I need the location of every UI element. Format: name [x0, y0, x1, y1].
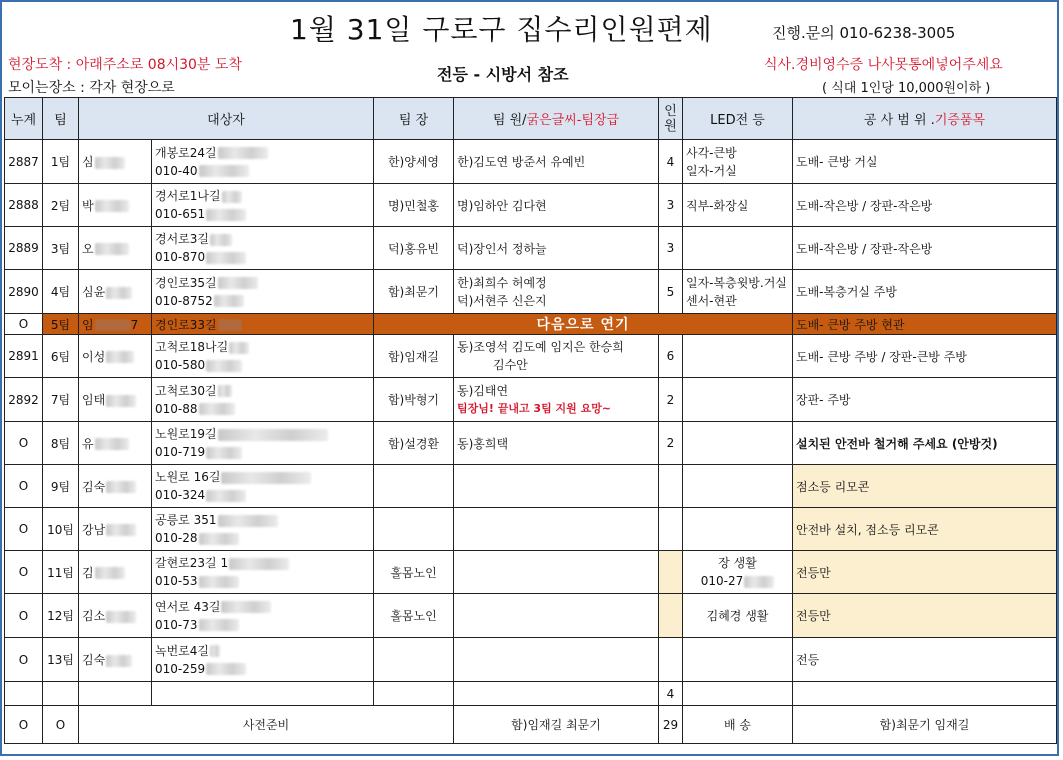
- led-cell: [683, 270, 793, 314]
- total-count-cell: 4: [659, 682, 683, 706]
- team-cell: 11팀: [43, 551, 79, 594]
- leader-cell: 덕)홍유빈: [374, 227, 454, 270]
- scope-cell: 장판- 주방: [793, 378, 1057, 422]
- led-cell: [683, 227, 793, 270]
- target-address: 고척로30길: [155, 383, 217, 398]
- target-address-cell: [152, 638, 374, 682]
- target-name: 김소: [82, 609, 106, 623]
- leader-cell: 함)최문기: [374, 270, 454, 314]
- led-cell: [683, 378, 793, 422]
- table-row: [5, 335, 1057, 378]
- cumulative-cell: O: [5, 465, 43, 508]
- scope-cell: 도배-작은방 / 장판-작은방: [793, 184, 1057, 227]
- leader-cell: [374, 638, 454, 682]
- meal-notice: 식사.경비영수증 나사못통에넣어주세요: [764, 57, 1003, 73]
- target-address: 연서로 43길: [155, 599, 221, 614]
- target-address-cell: [152, 508, 374, 551]
- target-phone: 010-719: [155, 445, 206, 459]
- target-name-cell: [79, 508, 152, 551]
- prep-members: 함)임재길 최문기: [454, 706, 659, 744]
- target-phone: 010-324: [155, 488, 206, 502]
- target-phone: 010-53: [155, 574, 198, 588]
- count-cell: 2: [659, 422, 683, 465]
- target-address: 개봉로24길: [155, 145, 217, 160]
- count-cell: [659, 465, 683, 508]
- cumulative-cell: 2889: [5, 227, 43, 270]
- target-address-cell: [152, 422, 374, 465]
- count-cell: [659, 551, 683, 594]
- target-address: 노원로19길: [155, 427, 217, 441]
- scope-cell: 도배-복층거실 주방: [793, 270, 1057, 314]
- redacted-mask: [210, 234, 232, 246]
- target-address-cell: [152, 594, 374, 638]
- cumulative-cell: O: [5, 314, 43, 335]
- target-address-cell: [152, 335, 374, 378]
- members-cell: [454, 465, 659, 508]
- led-cell: [683, 140, 793, 184]
- scope-cell: 도배- 큰방 주방 / 장판-큰방 주방: [793, 335, 1057, 378]
- target-name: 강남: [82, 522, 106, 537]
- redacted-mask: [95, 567, 125, 579]
- target-address-cell: [152, 378, 374, 422]
- led-cell: [683, 422, 793, 465]
- leader-cell: 함)임재길: [374, 335, 454, 378]
- leader-cell: [374, 465, 454, 508]
- table-row: [5, 551, 1057, 594]
- total-row: [5, 682, 1057, 706]
- target-address-cell: [152, 314, 374, 335]
- col-members-note: 굵은글씨-팀장급: [526, 113, 620, 128]
- col-scope-label: 공 사 범 위 .: [863, 113, 935, 128]
- target-address-cell: [152, 270, 374, 314]
- target-name-tail: 7: [130, 317, 139, 332]
- col-team: 팀: [43, 98, 79, 140]
- target-address-cell: [152, 140, 374, 184]
- count-cell: 4: [659, 140, 683, 184]
- redacted-mask: [106, 351, 134, 363]
- target-name-cell: [79, 594, 152, 638]
- redacted-mask: [218, 385, 232, 397]
- target-address-cell: [152, 227, 374, 270]
- led-line: 사각-큰방: [686, 145, 737, 160]
- target-address: 고척로18나길: [155, 340, 229, 354]
- cumulative-cell: O: [5, 422, 43, 465]
- team-cell: 12팀: [43, 594, 79, 638]
- target-name: 박: [82, 198, 94, 213]
- col-target: 대상자: [79, 98, 374, 140]
- team-cell: 13팀: [43, 638, 79, 682]
- leader-cell: [374, 508, 454, 551]
- count-cell: 5: [659, 270, 683, 314]
- redacted-mask: [206, 360, 242, 372]
- leader-cell: 한)양세영: [374, 140, 454, 184]
- target-address: 노원로 16길: [155, 470, 221, 484]
- table-row: [5, 270, 1057, 314]
- target-phone: 010-28: [155, 531, 198, 545]
- led-line: 일자-복층윗방.거실: [686, 275, 787, 290]
- team-cell: 1팀: [43, 140, 79, 184]
- redacted-mask: [199, 619, 239, 631]
- target-address: 갈현로23길 1: [155, 556, 229, 570]
- led-cell: 김혜경 생활: [683, 594, 793, 638]
- empty-cell: [683, 682, 793, 706]
- led-cell: [683, 508, 793, 551]
- target-name-cell: [79, 227, 152, 270]
- empty-cell: [374, 682, 454, 706]
- target-name-cell: [79, 551, 152, 594]
- target-phone: 010-580: [155, 358, 206, 372]
- team-cell: 10팀: [43, 508, 79, 551]
- empty-cell: [793, 682, 1057, 706]
- members-cell: 덕)장인서 정하늘: [454, 227, 659, 270]
- assignment-table: [4, 97, 1057, 744]
- delivery-label: 배 송: [683, 706, 793, 744]
- target-phone: 010-8752: [155, 293, 213, 308]
- leader-cell: 홀몸노인: [374, 594, 454, 638]
- redacted-mask: [199, 576, 239, 588]
- redacted-mask: [106, 524, 136, 536]
- table-row: [5, 638, 1057, 682]
- prep-label: 사전준비: [79, 706, 454, 744]
- led-line: 장 생활: [718, 556, 757, 570]
- page-subtitle: 전등 - 시방서 참조: [437, 65, 569, 84]
- led-line: 일자-거실: [686, 163, 737, 178]
- scope-cell: 전등: [793, 638, 1057, 682]
- leader-cell: 홀몸노인: [374, 551, 454, 594]
- count-cell: 3: [659, 184, 683, 227]
- target-name-cell: [79, 378, 152, 422]
- empty-cell: [79, 682, 152, 706]
- target-name-cell: [79, 270, 152, 314]
- target-name-cell: [79, 335, 152, 378]
- team-cell: 3팀: [43, 227, 79, 270]
- table-row: [5, 227, 1057, 270]
- led-line: 010-27: [700, 574, 744, 588]
- led-cell: [683, 465, 793, 508]
- members-cell: [454, 508, 659, 551]
- redacted-mask: [95, 157, 125, 169]
- redacted-mask: [199, 533, 239, 545]
- redacted-mask: [106, 287, 132, 299]
- target-address: 공릉로 351: [155, 513, 217, 527]
- page-title: 1월 31일 구로구 집수리인원편제: [290, 13, 713, 46]
- target-name: 이성: [82, 349, 106, 364]
- col-cumulative: 누계: [5, 98, 43, 140]
- target-name: 심윤: [82, 285, 106, 299]
- scope-cell: 안전바 설치, 점소등 리모콘: [793, 508, 1057, 551]
- count-cell: [659, 508, 683, 551]
- led-line: 센서-현관: [686, 293, 737, 308]
- target-address: 녹번로4길: [155, 643, 210, 658]
- target-name: 김: [82, 565, 94, 580]
- cumulative-cell: 2891: [5, 335, 43, 378]
- members-line: 덕)서현주 신은지: [457, 293, 547, 308]
- scope-cell: 전등만: [793, 551, 1057, 594]
- target-address: 경인로35길: [155, 275, 217, 290]
- target-name-cell: [79, 140, 152, 184]
- target-address: 경인로33길: [155, 317, 217, 332]
- redacted-mask: [206, 663, 246, 675]
- col-led: LED전 등: [683, 98, 793, 140]
- contact-info: 진행.문의 010-6238-3005: [772, 24, 956, 42]
- led-cell: [683, 638, 793, 682]
- postponed-label: 다음으로 연기: [374, 314, 793, 335]
- redacted-mask: [106, 481, 136, 493]
- team-cell: 9팀: [43, 465, 79, 508]
- redacted-mask: [95, 243, 129, 255]
- table-row: [5, 465, 1057, 508]
- target-name-cell: [79, 184, 152, 227]
- target-phone: 010-870: [155, 250, 206, 264]
- redacted-mask: [744, 576, 774, 588]
- team-cell: 8팀: [43, 422, 79, 465]
- meal-limit-note: ( 식대 1인당 10,000원이하 ): [822, 81, 991, 96]
- header-row: [5, 98, 1057, 140]
- table-row: [5, 140, 1057, 184]
- led-cell: [683, 335, 793, 378]
- empty-cell: [43, 682, 79, 706]
- target-name: 임: [82, 317, 94, 332]
- leader-cell: 함)설경환: [374, 422, 454, 465]
- table-row: [5, 422, 1057, 465]
- target-phone: 010-73: [155, 617, 198, 632]
- redacted-mask: [95, 319, 131, 331]
- redacted-mask: [95, 200, 129, 212]
- team-cell: 5팀: [43, 314, 79, 335]
- cumulative-cell: O: [5, 551, 43, 594]
- table-row: [5, 508, 1057, 551]
- col-members-label: 팀 원/: [492, 113, 527, 128]
- cumulative-cell: 2887: [5, 140, 43, 184]
- scope-cell: 설치된 안전바 철거해 주세요 (안방것): [793, 422, 1057, 465]
- target-address: 경서로1나길: [155, 189, 221, 203]
- gathering-place: 모이는장소 : 각자 현장으로: [8, 80, 175, 96]
- target-name-cell: [79, 465, 152, 508]
- target-name-cell: [79, 422, 152, 465]
- scope-cell: 도배- 큰방 주방 현관: [793, 314, 1057, 335]
- scope-cell: 도배-작은방 / 장판-작은방: [793, 227, 1057, 270]
- redacted-mask: [206, 447, 242, 459]
- redacted-mask: [218, 515, 278, 527]
- count-cell: [659, 594, 683, 638]
- col-members: [454, 98, 659, 140]
- members-cell: 한)김도연 방준서 유예빈: [454, 140, 659, 184]
- members-line: 한)최희수 허예정: [457, 275, 547, 290]
- members-cell: 동)홍희택: [454, 422, 659, 465]
- target-address-cell: [152, 184, 374, 227]
- members-cell: [454, 378, 659, 422]
- members-cell: [454, 638, 659, 682]
- members-line: 김수안: [493, 358, 528, 372]
- target-name: 김숙: [82, 653, 106, 667]
- redacted-mask: [221, 601, 271, 613]
- scope-cell: 점소등 리모콘: [793, 465, 1057, 508]
- led-cell: [683, 551, 793, 594]
- empty-cell: [5, 682, 43, 706]
- redacted-mask: [218, 277, 258, 289]
- redacted-mask: [206, 490, 246, 502]
- target-name-cell: [79, 638, 152, 682]
- leader-cell: 명)민철홍: [374, 184, 454, 227]
- count-cell: 6: [659, 335, 683, 378]
- team-cell: 2팀: [43, 184, 79, 227]
- redacted-mask: [218, 429, 328, 441]
- members-cell: 명)임하안 김다현: [454, 184, 659, 227]
- empty-cell: [454, 682, 659, 706]
- arrival-notice: 현장도착 : 아래주소로 08시30분 도착: [8, 57, 242, 73]
- count-cell: 3: [659, 227, 683, 270]
- redacted-mask: [106, 395, 136, 407]
- count-cell: [659, 638, 683, 682]
- members-cell: [454, 551, 659, 594]
- led-cell: 직부-화장실: [683, 184, 793, 227]
- col-count: 인원: [659, 98, 683, 140]
- redacted-mask: [229, 342, 249, 354]
- team-cell: 4팀: [43, 270, 79, 314]
- scope-cell: 도배- 큰방 거실: [793, 140, 1057, 184]
- cumulative-cell: O: [5, 638, 43, 682]
- redacted-mask: [206, 209, 246, 221]
- leader-cell: 함)박형기: [374, 378, 454, 422]
- cumulative-cell: O: [5, 508, 43, 551]
- footer-count-cell: 29: [659, 706, 683, 744]
- target-phone: 010-88: [155, 401, 198, 416]
- members-cell: [454, 335, 659, 378]
- col-leader: 팀 장: [374, 98, 454, 140]
- members-cell: [454, 594, 659, 638]
- target-phone: 010-259: [155, 661, 206, 676]
- cumulative-cell: O: [5, 594, 43, 638]
- table-row: [5, 378, 1057, 422]
- members-request-note: 팀장님! 끝내고 3팀 지원 요망~: [457, 401, 612, 415]
- redacted-mask: [199, 403, 235, 415]
- footer-row: [5, 706, 1057, 744]
- team-cell: O: [43, 706, 79, 744]
- cumulative-cell: 2892: [5, 378, 43, 422]
- members-line: 동)김태연: [457, 383, 509, 398]
- target-address: 경서로3길: [155, 232, 210, 246]
- target-phone: 010-651: [155, 207, 206, 221]
- redacted-mask: [210, 645, 220, 657]
- redacted-mask: [229, 558, 289, 570]
- table-row: [5, 184, 1057, 227]
- members-cell: [454, 270, 659, 314]
- cumulative-cell: 2890: [5, 270, 43, 314]
- count-cell: 2: [659, 378, 683, 422]
- redacted-mask: [222, 191, 242, 203]
- team-cell: 7팀: [43, 378, 79, 422]
- target-address-cell: [152, 465, 374, 508]
- target-phone: 010-40: [155, 163, 198, 178]
- team-cell: 6팀: [43, 335, 79, 378]
- table-row: [5, 594, 1057, 638]
- target-name: 김숙: [82, 479, 106, 494]
- delivery-members: 함)최문기 임재길: [793, 706, 1057, 744]
- redacted-mask: [206, 252, 246, 264]
- target-name-cell: [79, 314, 152, 335]
- scope-cell: 전등만: [793, 594, 1057, 638]
- col-scope-note: 기증품목: [934, 113, 986, 128]
- members-line: 동)조영석 김도예 임지은 한승희: [457, 340, 624, 354]
- redacted-mask: [106, 655, 132, 667]
- target-name: 오: [82, 241, 94, 256]
- target-name: 임태: [82, 393, 106, 407]
- empty-cell: [152, 682, 374, 706]
- redacted-mask: [95, 438, 129, 450]
- target-name: 유: [82, 436, 94, 451]
- target-name: 심: [82, 155, 94, 169]
- redacted-mask: [214, 295, 244, 307]
- cumulative-cell: 2888: [5, 184, 43, 227]
- redacted-mask: [218, 147, 268, 159]
- redacted-mask: [218, 319, 242, 331]
- target-address-cell: [152, 551, 374, 594]
- redacted-mask: [199, 165, 249, 177]
- col-scope: [793, 98, 1057, 140]
- postponed-row: [5, 314, 1057, 335]
- cumulative-cell: O: [5, 706, 43, 744]
- redacted-mask: [221, 472, 311, 484]
- redacted-mask: [106, 611, 136, 623]
